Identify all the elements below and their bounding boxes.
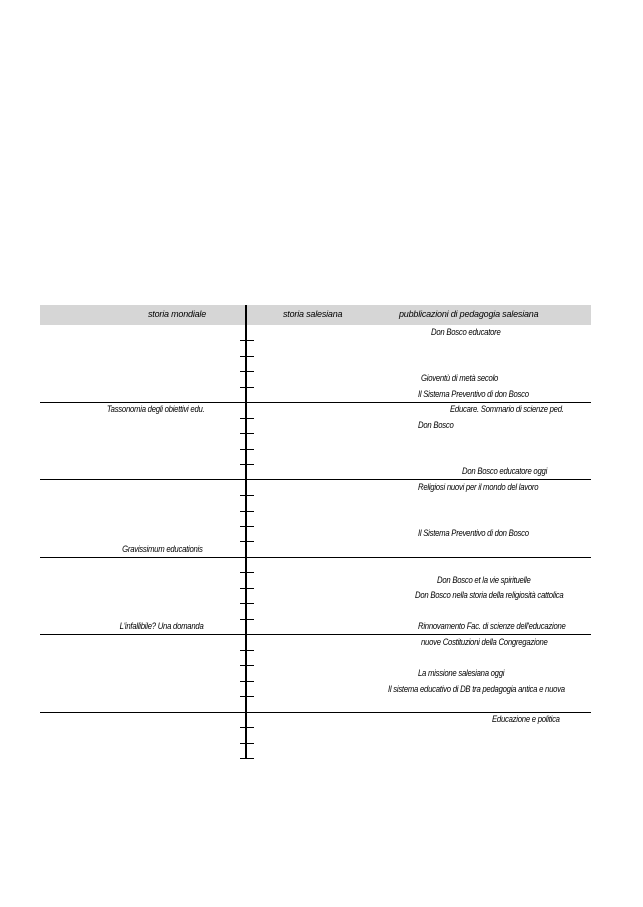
- year-tick: [240, 356, 254, 357]
- year-tick: [240, 727, 254, 728]
- publication: nuove Costituzioni della Congregazione: [421, 637, 548, 647]
- publication: Don Bosco nella storia della religiosità cattolica: [415, 590, 564, 600]
- year-tick: [240, 371, 254, 372]
- year-tick: [240, 758, 254, 759]
- year-tick: [240, 681, 254, 682]
- year-tick: [240, 495, 254, 496]
- publication: Don Bosco: [418, 420, 454, 430]
- year-tick: [240, 418, 254, 419]
- header-world-history: storia mondiale: [148, 309, 207, 319]
- decade-divider: [40, 634, 591, 635]
- world-event: Gravissimum educationis: [122, 544, 203, 554]
- publication: Il Sistema Preventivo di don Bosco: [418, 389, 529, 399]
- publication: Don Bosco et la vie spirituelle: [437, 575, 531, 585]
- world-event: Tassonomia degli obiettivi edu.: [106, 404, 204, 414]
- decade-divider: [40, 557, 591, 558]
- year-tick: [240, 387, 254, 388]
- year-tick: [240, 696, 254, 697]
- header-salesian-history: storia salesiana: [283, 309, 343, 319]
- publication: Gioventù di metà secolo: [421, 373, 499, 383]
- publication: Il sistema educativo di DB tra pedagogia antica e nuova: [388, 684, 565, 694]
- year-tick: [240, 526, 254, 527]
- decade-divider: [40, 402, 591, 403]
- year-tick: [240, 464, 254, 465]
- year-tick: [240, 541, 254, 542]
- publication: Educare. Sommario di scienze ped.: [450, 404, 564, 414]
- year-tick: [240, 572, 254, 573]
- publication: Don Bosco educatore: [431, 327, 501, 337]
- year-tick: [240, 743, 254, 744]
- year-tick: [240, 340, 254, 341]
- year-tick: [240, 619, 254, 620]
- year-tick: [240, 603, 254, 604]
- year-tick: [240, 449, 254, 450]
- decade-divider: [40, 479, 591, 480]
- publication: Don Bosco educatore oggi: [462, 466, 548, 476]
- year-tick: [240, 588, 254, 589]
- publication: Rinnovamento Fac. di scienze dell'educazione: [418, 621, 566, 631]
- publication: Educazione e politica: [492, 714, 560, 724]
- publication: Religiosi nuovi per il mondo del lavoro: [418, 482, 539, 492]
- year-tick: [240, 665, 254, 666]
- publication: Il Sistema Preventivo di don Bosco: [418, 528, 529, 538]
- year-tick: [240, 433, 254, 434]
- timeline-axis: [245, 305, 247, 759]
- world-event: L'infallibile? Una domanda: [119, 621, 203, 631]
- decade-divider: [40, 712, 591, 713]
- publication: La missione salesiana oggi: [418, 668, 505, 678]
- header-publications: pubblicazioni di pedagogia salesiana: [399, 309, 539, 319]
- year-tick: [240, 511, 254, 512]
- year-tick: [240, 650, 254, 651]
